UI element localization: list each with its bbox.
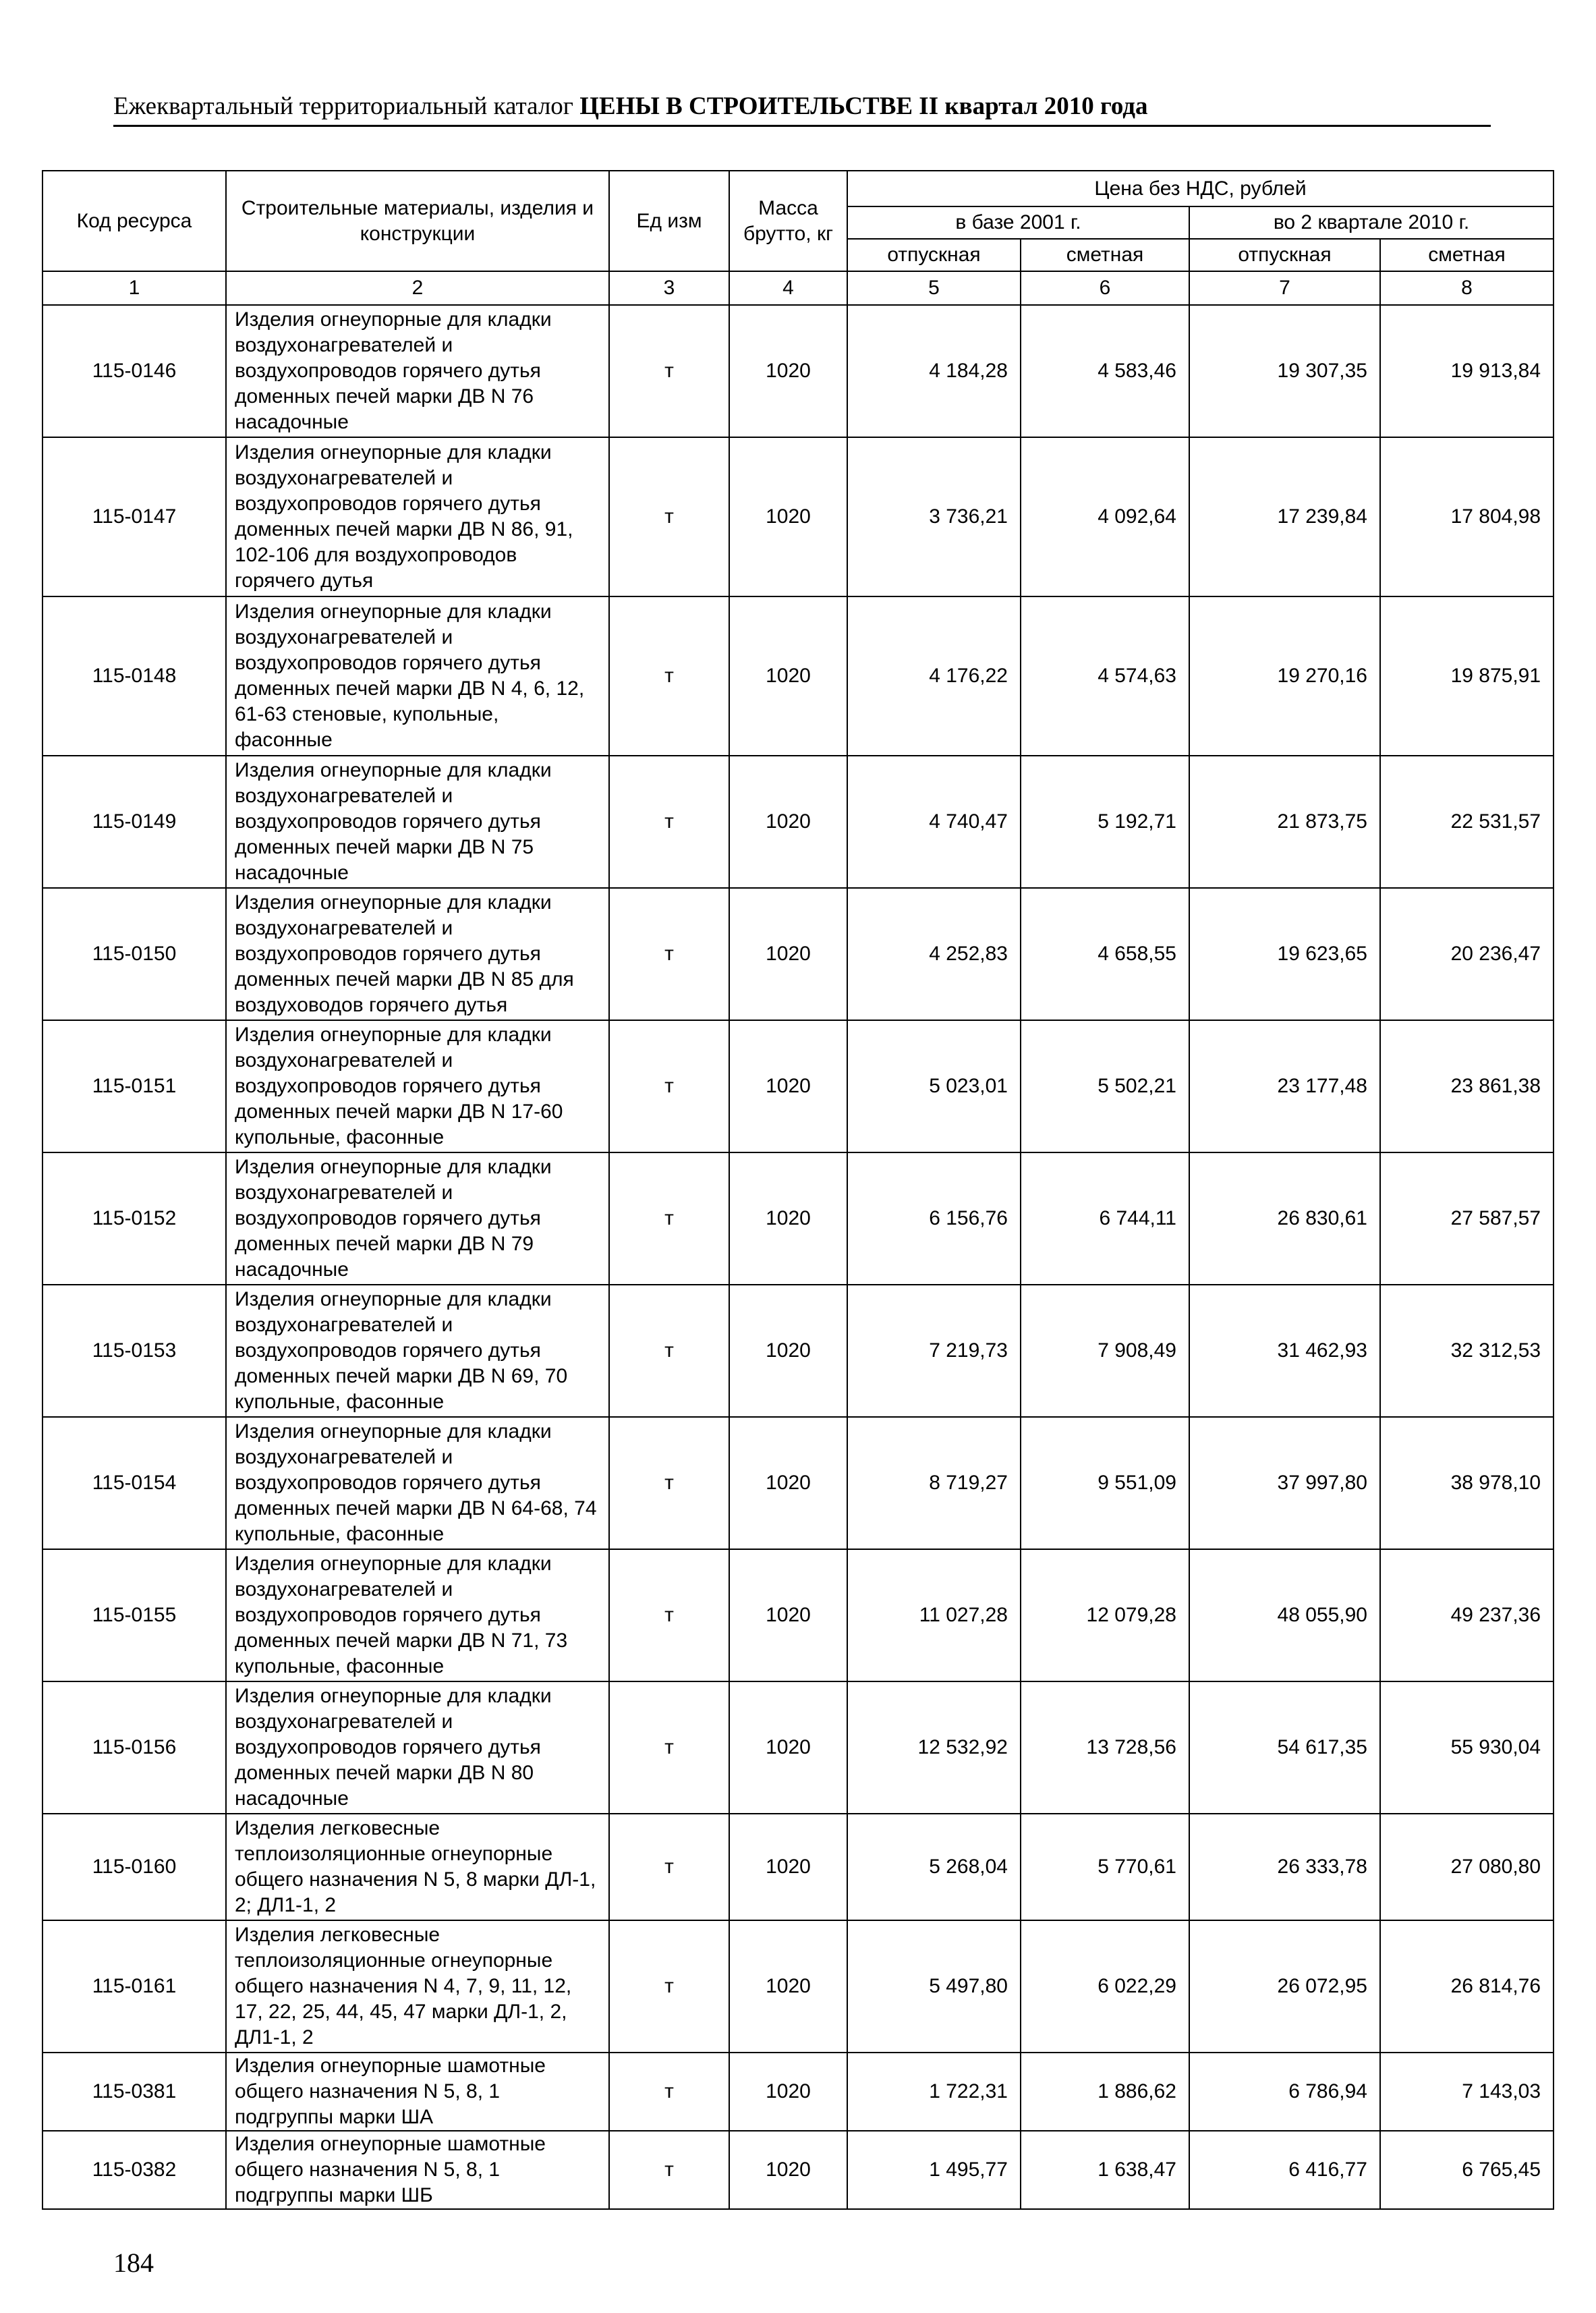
material-name-cell: Изделия огнеупорные для кладки воздухонагревателей и воздухопроводов горячего дутья доменных печей марки ДВ N 85 для воздуховодов горячего дутья bbox=[226, 888, 609, 1020]
material-name-cell: Изделия огнеупорные для кладки воздухонагревателей и воздухопроводов горячего дутья доменных печей марки ДВ N 79 насадочные bbox=[226, 1152, 609, 1285]
column-header-base-2001: в базе 2001 г. bbox=[847, 206, 1189, 239]
q2-estimate-price-cell: 55 930,04 bbox=[1380, 1681, 1554, 1814]
catalog-header bbox=[113, 92, 1491, 127]
material-name-cell: Изделия огнеупорные шамотные общего назначения N 5, 8, 1 подгруппы марки ША bbox=[226, 2053, 609, 2131]
resource-code-cell: 115-0161 bbox=[42, 1920, 226, 2053]
base-release-price-cell: 4 740,47 bbox=[847, 756, 1021, 888]
mass-cell: 1020 bbox=[729, 1681, 847, 1814]
table-row bbox=[42, 756, 1554, 888]
unit-cell: т bbox=[609, 888, 729, 1020]
base-release-price-cell: 4 252,83 bbox=[847, 888, 1021, 1020]
unit-cell: т bbox=[609, 2131, 729, 2209]
base-estimate-price-cell: 7 908,49 bbox=[1021, 1285, 1189, 1417]
material-name-cell: Изделия огнеупорные для кладки воздухонагревателей и воздухопроводов горячего дутья доменных печей марки ДВ N 4, 6, 12, 61-63 стеновые, купольные, фасонные bbox=[226, 596, 609, 756]
column-number: 5 bbox=[847, 271, 1021, 305]
resource-code-cell: 115-0153 bbox=[42, 1285, 226, 1417]
unit-cell: т bbox=[609, 1417, 729, 1549]
q2-release-price-cell: 6 786,94 bbox=[1189, 2053, 1380, 2131]
mass-cell: 1020 bbox=[729, 1549, 847, 1681]
base-estimate-price-cell: 6 022,29 bbox=[1021, 1920, 1189, 2053]
base-estimate-price-cell: 1 886,62 bbox=[1021, 2053, 1189, 2131]
base-release-price-cell: 5 023,01 bbox=[847, 1020, 1021, 1152]
q2-estimate-price-cell: 6 765,45 bbox=[1380, 2131, 1554, 2209]
unit-cell: т bbox=[609, 437, 729, 596]
mass-cell: 1020 bbox=[729, 2053, 847, 2131]
table-row bbox=[42, 1814, 1554, 1920]
unit-cell: т bbox=[609, 1285, 729, 1417]
material-name-cell: Изделия огнеупорные для кладки воздухонагревателей и воздухопроводов горячего дутья доменных печей марки ДВ N 17-60 купольные, фасонные bbox=[226, 1020, 609, 1152]
resource-code-cell: 115-0150 bbox=[42, 888, 226, 1020]
column-header-code: Код ресурса bbox=[42, 171, 226, 271]
q2-estimate-price-cell: 32 312,53 bbox=[1380, 1285, 1554, 1417]
base-release-price-cell: 1 722,31 bbox=[847, 2053, 1021, 2131]
material-name-cell: Изделия огнеупорные для кладки воздухонагревателей и воздухопроводов горячего дутья доменных печей марки ДВ N 76 насадочные bbox=[226, 305, 609, 437]
price-table bbox=[42, 170, 1554, 2210]
mass-cell: 1020 bbox=[729, 1814, 847, 1920]
column-number: 2 bbox=[226, 271, 609, 305]
column-header-q2-estimate: сметная bbox=[1380, 239, 1554, 271]
column-header-q2-2010: во 2 квартале 2010 г. bbox=[1189, 206, 1554, 239]
column-header-name: Строительные материалы, изделия и конструкции bbox=[226, 171, 609, 271]
material-name-cell: Изделия огнеупорные для кладки воздухонагревателей и воздухопроводов горячего дутья доменных печей марки ДВ N 69, 70 купольные, фасонные bbox=[226, 1285, 609, 1417]
column-number-row bbox=[42, 271, 1554, 305]
table-row bbox=[42, 1020, 1554, 1152]
base-estimate-price-cell: 1 638,47 bbox=[1021, 2131, 1189, 2209]
q2-estimate-price-cell: 19 875,91 bbox=[1380, 596, 1554, 756]
unit-cell: т bbox=[609, 2053, 729, 2131]
base-release-price-cell: 6 156,76 bbox=[847, 1152, 1021, 1285]
resource-code-cell: 115-0156 bbox=[42, 1681, 226, 1814]
resource-code-cell: 115-0149 bbox=[42, 756, 226, 888]
unit-cell: т bbox=[609, 756, 729, 888]
resource-code-cell: 115-0152 bbox=[42, 1152, 226, 1285]
table-row bbox=[42, 2131, 1554, 2209]
q2-estimate-price-cell: 49 237,36 bbox=[1380, 1549, 1554, 1681]
base-estimate-price-cell: 4 574,63 bbox=[1021, 596, 1189, 756]
table-row bbox=[42, 1549, 1554, 1681]
q2-release-price-cell: 54 617,35 bbox=[1189, 1681, 1380, 1814]
q2-release-price-cell: 37 997,80 bbox=[1189, 1417, 1380, 1549]
q2-release-price-cell: 26 830,61 bbox=[1189, 1152, 1380, 1285]
material-name-cell: Изделия огнеупорные для кладки воздухонагревателей и воздухопроводов горячего дутья доменных печей марки ДВ N 86, 91, 102-106 для воздухопроводов горячего дутья bbox=[226, 437, 609, 596]
column-header-base-estimate: сметная bbox=[1021, 239, 1189, 271]
base-estimate-price-cell: 5 502,21 bbox=[1021, 1020, 1189, 1152]
mass-cell: 1020 bbox=[729, 596, 847, 756]
material-name-cell: Изделия огнеупорные для кладки воздухонагревателей и воздухопроводов горячего дутья доменных печей марки ДВ N 80 насадочные bbox=[226, 1681, 609, 1814]
column-header-base-release: отпускная bbox=[847, 239, 1021, 271]
column-number: 1 bbox=[42, 271, 226, 305]
catalog-header-prefix: Ежеквартальный территориальный каталог bbox=[113, 92, 573, 120]
column-number: 3 bbox=[609, 271, 729, 305]
table-row bbox=[42, 437, 1554, 596]
table-row bbox=[42, 305, 1554, 437]
q2-release-price-cell: 21 873,75 bbox=[1189, 756, 1380, 888]
mass-cell: 1020 bbox=[729, 1417, 847, 1549]
table-row bbox=[42, 1152, 1554, 1285]
table-row bbox=[42, 1285, 1554, 1417]
resource-code-cell: 115-0147 bbox=[42, 437, 226, 596]
table-row bbox=[42, 596, 1554, 756]
base-estimate-price-cell: 6 744,11 bbox=[1021, 1152, 1189, 1285]
base-estimate-price-cell: 9 551,09 bbox=[1021, 1417, 1189, 1549]
resource-code-cell: 115-0148 bbox=[42, 596, 226, 756]
catalog-header-title: ЦЕНЫ В СТРОИТЕЛЬСТВЕ II квартал 2010 года bbox=[579, 92, 1148, 120]
base-estimate-price-cell: 5 192,71 bbox=[1021, 756, 1189, 888]
q2-estimate-price-cell: 38 978,10 bbox=[1380, 1417, 1554, 1549]
q2-estimate-price-cell: 22 531,57 bbox=[1380, 756, 1554, 888]
q2-release-price-cell: 6 416,77 bbox=[1189, 2131, 1380, 2209]
unit-cell: т bbox=[609, 1020, 729, 1152]
unit-cell: т bbox=[609, 305, 729, 437]
unit-cell: т bbox=[609, 1681, 729, 1814]
mass-cell: 1020 bbox=[729, 2131, 847, 2209]
unit-cell: т bbox=[609, 1814, 729, 1920]
column-header-price: Цена без НДС, рублей bbox=[847, 171, 1554, 206]
material-name-cell: Изделия огнеупорные для кладки воздухонагревателей и воздухопроводов горячего дутья доменных печей марки ДВ N 64-68, 74 купольные, фасонные bbox=[226, 1417, 609, 1549]
base-release-price-cell: 11 027,28 bbox=[847, 1549, 1021, 1681]
base-estimate-price-cell: 4 658,55 bbox=[1021, 888, 1189, 1020]
table-row bbox=[42, 1681, 1554, 1814]
base-release-price-cell: 1 495,77 bbox=[847, 2131, 1021, 2209]
base-release-price-cell: 12 532,92 bbox=[847, 1681, 1021, 1814]
q2-estimate-price-cell: 23 861,38 bbox=[1380, 1020, 1554, 1152]
base-release-price-cell: 5 268,04 bbox=[847, 1814, 1021, 1920]
base-estimate-price-cell: 12 079,28 bbox=[1021, 1549, 1189, 1681]
q2-release-price-cell: 48 055,90 bbox=[1189, 1549, 1380, 1681]
table-row bbox=[42, 888, 1554, 1020]
base-estimate-price-cell: 4 092,64 bbox=[1021, 437, 1189, 596]
base-release-price-cell: 4 176,22 bbox=[847, 596, 1021, 756]
q2-release-price-cell: 19 270,16 bbox=[1189, 596, 1380, 756]
mass-cell: 1020 bbox=[729, 1152, 847, 1285]
q2-release-price-cell: 19 307,35 bbox=[1189, 305, 1380, 437]
base-release-price-cell: 7 219,73 bbox=[847, 1285, 1021, 1417]
mass-cell: 1020 bbox=[729, 1285, 847, 1417]
page-number: 184 bbox=[113, 2248, 154, 2278]
unit-cell: т bbox=[609, 1549, 729, 1681]
unit-cell: т bbox=[609, 1152, 729, 1285]
q2-release-price-cell: 17 239,84 bbox=[1189, 437, 1380, 596]
material-name-cell: Изделия огнеупорные для кладки воздухонагревателей и воздухопроводов горячего дутья доменных печей марки ДВ N 75 насадочные bbox=[226, 756, 609, 888]
column-header-unit: Ед изм bbox=[609, 171, 729, 271]
q2-release-price-cell: 26 333,78 bbox=[1189, 1814, 1380, 1920]
column-header-q2-release: отпускная bbox=[1189, 239, 1380, 271]
table-row bbox=[42, 2053, 1554, 2131]
mass-cell: 1020 bbox=[729, 437, 847, 596]
q2-release-price-cell: 26 072,95 bbox=[1189, 1920, 1380, 2053]
q2-estimate-price-cell: 27 587,57 bbox=[1380, 1152, 1554, 1285]
unit-cell: т bbox=[609, 596, 729, 756]
q2-estimate-price-cell: 19 913,84 bbox=[1380, 305, 1554, 437]
mass-cell: 1020 bbox=[729, 756, 847, 888]
base-release-price-cell: 4 184,28 bbox=[847, 305, 1021, 437]
q2-estimate-price-cell: 26 814,76 bbox=[1380, 1920, 1554, 2053]
column-number: 7 bbox=[1189, 271, 1380, 305]
q2-estimate-price-cell: 7 143,03 bbox=[1380, 2053, 1554, 2131]
base-release-price-cell: 3 736,21 bbox=[847, 437, 1021, 596]
resource-code-cell: 115-0382 bbox=[42, 2131, 226, 2209]
resource-code-cell: 115-0155 bbox=[42, 1549, 226, 1681]
material-name-cell: Изделия легковесные теплоизоляционные огнеупорные общего назначения N 4, 7, 9, 11, 12, 17, 22, 25, 44, 45, 47 марки ДЛ-1, 2, ДЛ1-1, 2 bbox=[226, 1920, 609, 2053]
q2-release-price-cell: 31 462,93 bbox=[1189, 1285, 1380, 1417]
resource-code-cell: 115-0154 bbox=[42, 1417, 226, 1549]
table-row bbox=[42, 1920, 1554, 2053]
resource-code-cell: 115-0160 bbox=[42, 1814, 226, 1920]
q2-release-price-cell: 23 177,48 bbox=[1189, 1020, 1380, 1152]
resource-code-cell: 115-0146 bbox=[42, 305, 226, 437]
base-estimate-price-cell: 13 728,56 bbox=[1021, 1681, 1189, 1814]
q2-release-price-cell: 19 623,65 bbox=[1189, 888, 1380, 1020]
mass-cell: 1020 bbox=[729, 888, 847, 1020]
material-name-cell: Изделия легковесные теплоизоляционные огнеупорные общего назначения N 5, 8 марки ДЛ-1, 2; ДЛ1-1, 2 bbox=[226, 1814, 609, 1920]
unit-cell: т bbox=[609, 1920, 729, 2053]
mass-cell: 1020 bbox=[729, 305, 847, 437]
mass-cell: 1020 bbox=[729, 1020, 847, 1152]
resource-code-cell: 115-0381 bbox=[42, 2053, 226, 2131]
column-number: 8 bbox=[1380, 271, 1554, 305]
material-name-cell: Изделия огнеупорные для кладки воздухонагревателей и воздухопроводов горячего дутья доменных печей марки ДВ N 71, 73 купольные, фасонные bbox=[226, 1549, 609, 1681]
base-release-price-cell: 8 719,27 bbox=[847, 1417, 1021, 1549]
mass-cell: 1020 bbox=[729, 1920, 847, 2053]
column-number: 4 bbox=[729, 271, 847, 305]
q2-estimate-price-cell: 20 236,47 bbox=[1380, 888, 1554, 1020]
column-header-mass: Масса брутто, кг bbox=[729, 171, 847, 271]
resource-code-cell: 115-0151 bbox=[42, 1020, 226, 1152]
base-estimate-price-cell: 4 583,46 bbox=[1021, 305, 1189, 437]
column-number: 6 bbox=[1021, 271, 1189, 305]
q2-estimate-price-cell: 17 804,98 bbox=[1380, 437, 1554, 596]
base-estimate-price-cell: 5 770,61 bbox=[1021, 1814, 1189, 1920]
table-row bbox=[42, 1417, 1554, 1549]
material-name-cell: Изделия огнеупорные шамотные общего назначения N 5, 8, 1 подгруппы марки ШБ bbox=[226, 2131, 609, 2209]
q2-estimate-price-cell: 27 080,80 bbox=[1380, 1814, 1554, 1920]
base-release-price-cell: 5 497,80 bbox=[847, 1920, 1021, 2053]
